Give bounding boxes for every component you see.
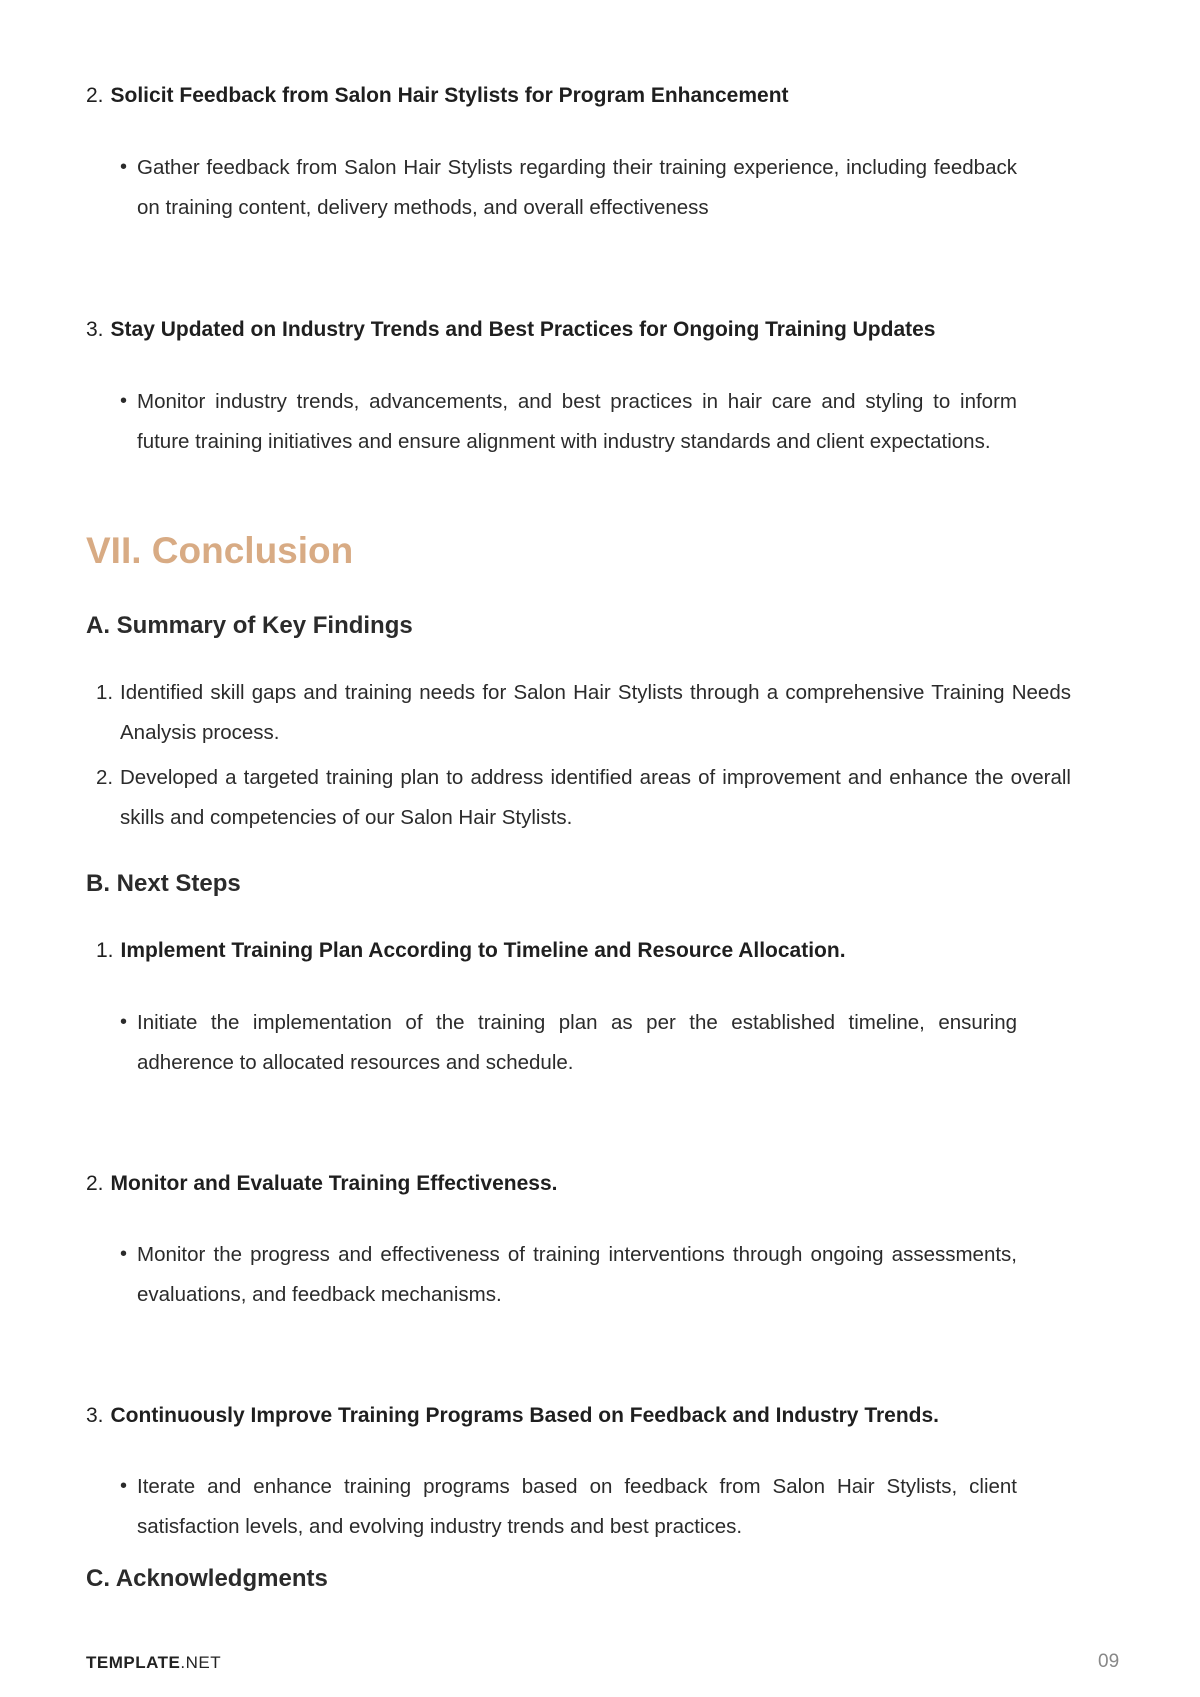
- next-step-2: [86, 1170, 557, 1198]
- bullet-dot-icon: •: [120, 1475, 128, 1497]
- bullet-text: Monitor industry trends, advancements, and best practices in hair care and styling to inform future training initiatives and ensure alignment with industry standards and client expectations.: [137, 390, 1017, 453]
- summary-list: [96, 673, 1071, 843]
- section-title: VII. Conclusion: [86, 530, 354, 571]
- list-item-text: Developed a targeted training plan to address identified areas of improvement and enhance the overall skills and competencies of our Salon Hair Stylists.: [120, 766, 1071, 829]
- bullet-text: Gather feedback from Salon Hair Stylists regarding their training experience, including feedback on training content, delivery methods, and overall effectiveness: [137, 156, 1017, 219]
- item-heading: [86, 1402, 939, 1430]
- list-item: [96, 758, 1071, 837]
- top-item-2: [86, 82, 789, 110]
- item-number: 3.: [86, 318, 104, 341]
- item-number: 2.: [86, 1172, 104, 1195]
- bullet-dot-icon: •: [120, 1243, 128, 1265]
- next-steps-heading: B. Next Steps: [86, 870, 241, 897]
- bullet-text: Iterate and enhance training programs based on feedback from Salon Hair Stylists, client satisfaction levels, and evolving industry trends and best practices.: [137, 1475, 1017, 1538]
- bullet-text: Monitor the progress and effectiveness of training interventions through ongoing assessments, evaluations, and feedback mechanisms.: [137, 1243, 1017, 1306]
- item-heading-text: Monitor and Evaluate Training Effectiveness.: [110, 1172, 558, 1195]
- top-item-3: [86, 316, 935, 344]
- item-heading: [96, 937, 846, 965]
- brand-bold: TEMPLATE: [86, 1653, 181, 1672]
- bullet-item: [120, 1467, 1017, 1546]
- item-number: 2.: [86, 84, 104, 107]
- bullet-dot-icon: •: [120, 1011, 128, 1033]
- item-heading-text: Continuously Improve Training Programs Based on Feedback and Industry Trends.: [110, 1404, 940, 1427]
- bullet-item: [120, 1235, 1017, 1314]
- next-step-1: [96, 937, 846, 965]
- bullet-item: [120, 1003, 1017, 1082]
- bullet-dot-icon: •: [120, 156, 128, 178]
- summary-heading: A. Summary of Key Findings: [86, 612, 413, 639]
- list-item-text: Identified skill gaps and training needs for Salon Hair Stylists through a comprehensive Training Needs Analysis process.: [120, 681, 1071, 744]
- list-item-number: 2.: [96, 766, 114, 789]
- acknowledgments-heading: C. Acknowledgments: [86, 1565, 328, 1592]
- bullet-dot-icon: •: [120, 390, 128, 412]
- item-heading: [86, 316, 935, 344]
- item-number: 1.: [96, 939, 114, 962]
- next-step-3: [86, 1402, 939, 1430]
- item-heading: [86, 82, 789, 110]
- item-number: 3.: [86, 1404, 104, 1427]
- item-heading-text: Stay Updated on Industry Trends and Best Practices for Ongoing Training Updates: [110, 318, 936, 341]
- item-heading-text: Implement Training Plan According to Timeline and Resource Allocation.: [120, 939, 846, 962]
- list-item: [96, 673, 1071, 752]
- page-number: 09: [1098, 1651, 1120, 1672]
- bullet-item: [120, 148, 1017, 227]
- item-heading-text: Solicit Feedback from Salon Hair Stylists for Program Enhancement: [110, 84, 789, 107]
- bullet-item: [120, 382, 1017, 461]
- bullet-text: Initiate the implementation of the training plan as per the established timeline, ensuring adherence to allocated resources and schedule.: [137, 1011, 1017, 1074]
- brand-rest: .NET: [180, 1653, 222, 1672]
- item-heading: [86, 1170, 557, 1198]
- brand-logo: [86, 1653, 221, 1673]
- list-item-number: 1.: [96, 681, 114, 704]
